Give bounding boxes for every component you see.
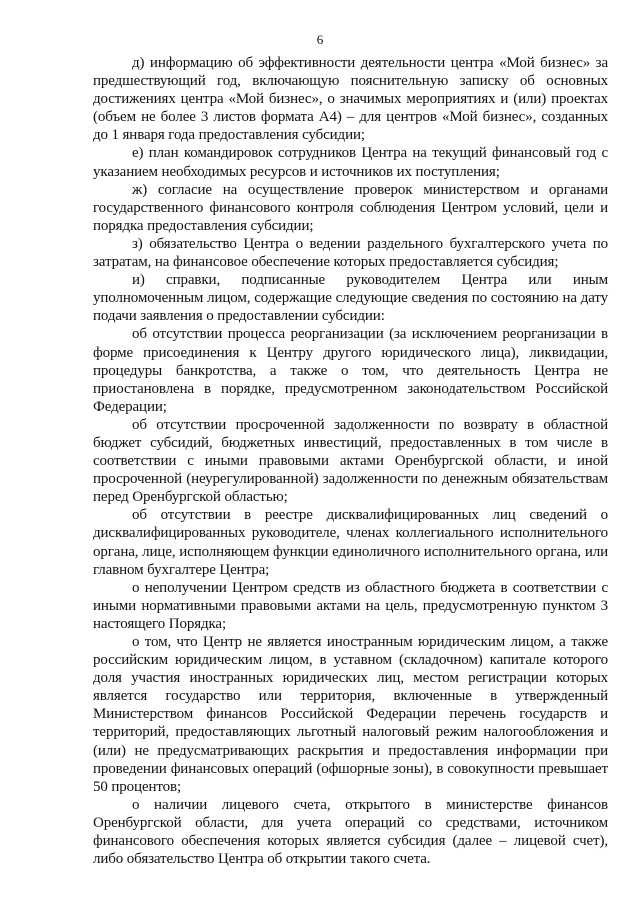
paragraph-d-efficiency-info: д) информацию об эффективности деятельности центра «Мой бизнес» за предшествующий год, включающую пояснительную записку об основных достижениях центра «Мой бизнес», о значимых мероприятиях и (или) проектах (объем не более 3 листов формата А4) – для центров «Мой бизнес», созданных до 1 января года предоставления субсидии;	[93, 55, 608, 144]
paragraph-no-other-funding: о неполучении Центром средств из областного бюджета в соответствии с иными нормативными правовыми актами на цель, предусмотренную пунктом 3 настоящего Порядка;	[93, 579, 608, 632]
paragraph-zh-consent-to-inspections: ж) согласие на осуществление проверок министерством и органами государственного финансового контроля соблюдения Центром условий, цели и порядка предоставления субсидии;	[93, 181, 608, 234]
paragraph-no-overdue-debt: об отсутствии просроченной задолженности по возврату в областной бюджет субсидий, бюджетных инвестиций, предоставленных в том числе в соответствии с иными правовыми актами Оренбургской области, и иной просроченной (неурегулированной) задолженности по денежным обязательствам перед Оренбургской областью;	[93, 416, 608, 506]
paragraph-z-separate-accounting: з) обязательство Центра о ведении раздельного бухгалтерского учета по затратам, на финансовое обеспечение которых предоставляется субсидия;	[93, 235, 608, 271]
paragraph-no-disqualified-persons: об отсутствии в реестре дисквалифицированных лиц сведений о дисквалифицированных руководителе, членах коллегиального исполнительного органа, лице, исполняющем функции единоличного исполнительного органа, или главном бухгалтере Центра;	[93, 507, 608, 578]
paragraph-personal-account: о наличии лицевого счета, открытого в министерстве финансов Оренбургской области, для учета операций со средствами, источником финансового обеспечения которых является субсидия (далее – лицевой счет), либо обязательство Центра об открытии такого счета.	[93, 796, 608, 868]
document-body	[93, 54, 608, 868]
paragraph-e-business-trips-plan: е) план командировок сотрудников Центра на текущий финансовый год с указанием необходимых ресурсов и источников их поступления;	[93, 145, 608, 180]
paragraph-not-foreign-entity: о том, что Центр не является иностранным юридическим лицом, а также российским юридическим лицом, в уставном (складочном) капитале которого доля участия иностранных юридических лиц, местом регистрации которых является государство или территория, включенные в утвержденный Министерством финансов Российской Федерации перечень государств и территорий, предоставляющих льготный налоговый режим налогообложения и (или) не предусматривающих раскрытия и предоставления информации при проведении финансовых операций (офшорные зоны), в совокупности превышает 50 процентов;	[93, 634, 608, 795]
paragraph-i-certificates: и) справки, подписанные руководителем Центра или иным уполномоченным лицом, содержащие следующие сведения по состоянию на дату подачи заявления о предоставлении субсидии:	[93, 272, 608, 325]
page-number: 6	[316, 32, 324, 47]
paragraph-no-reorganization: об отсутствии процесса реорганизации (за исключением реорганизации в форме присоединения к Центру другого юридического лица), ликвидации, процедуры банкротства, а также о том, что деятельность Центра не приостановлена в порядке, предусмотренном законодательством Российской Федерации;	[93, 326, 608, 415]
